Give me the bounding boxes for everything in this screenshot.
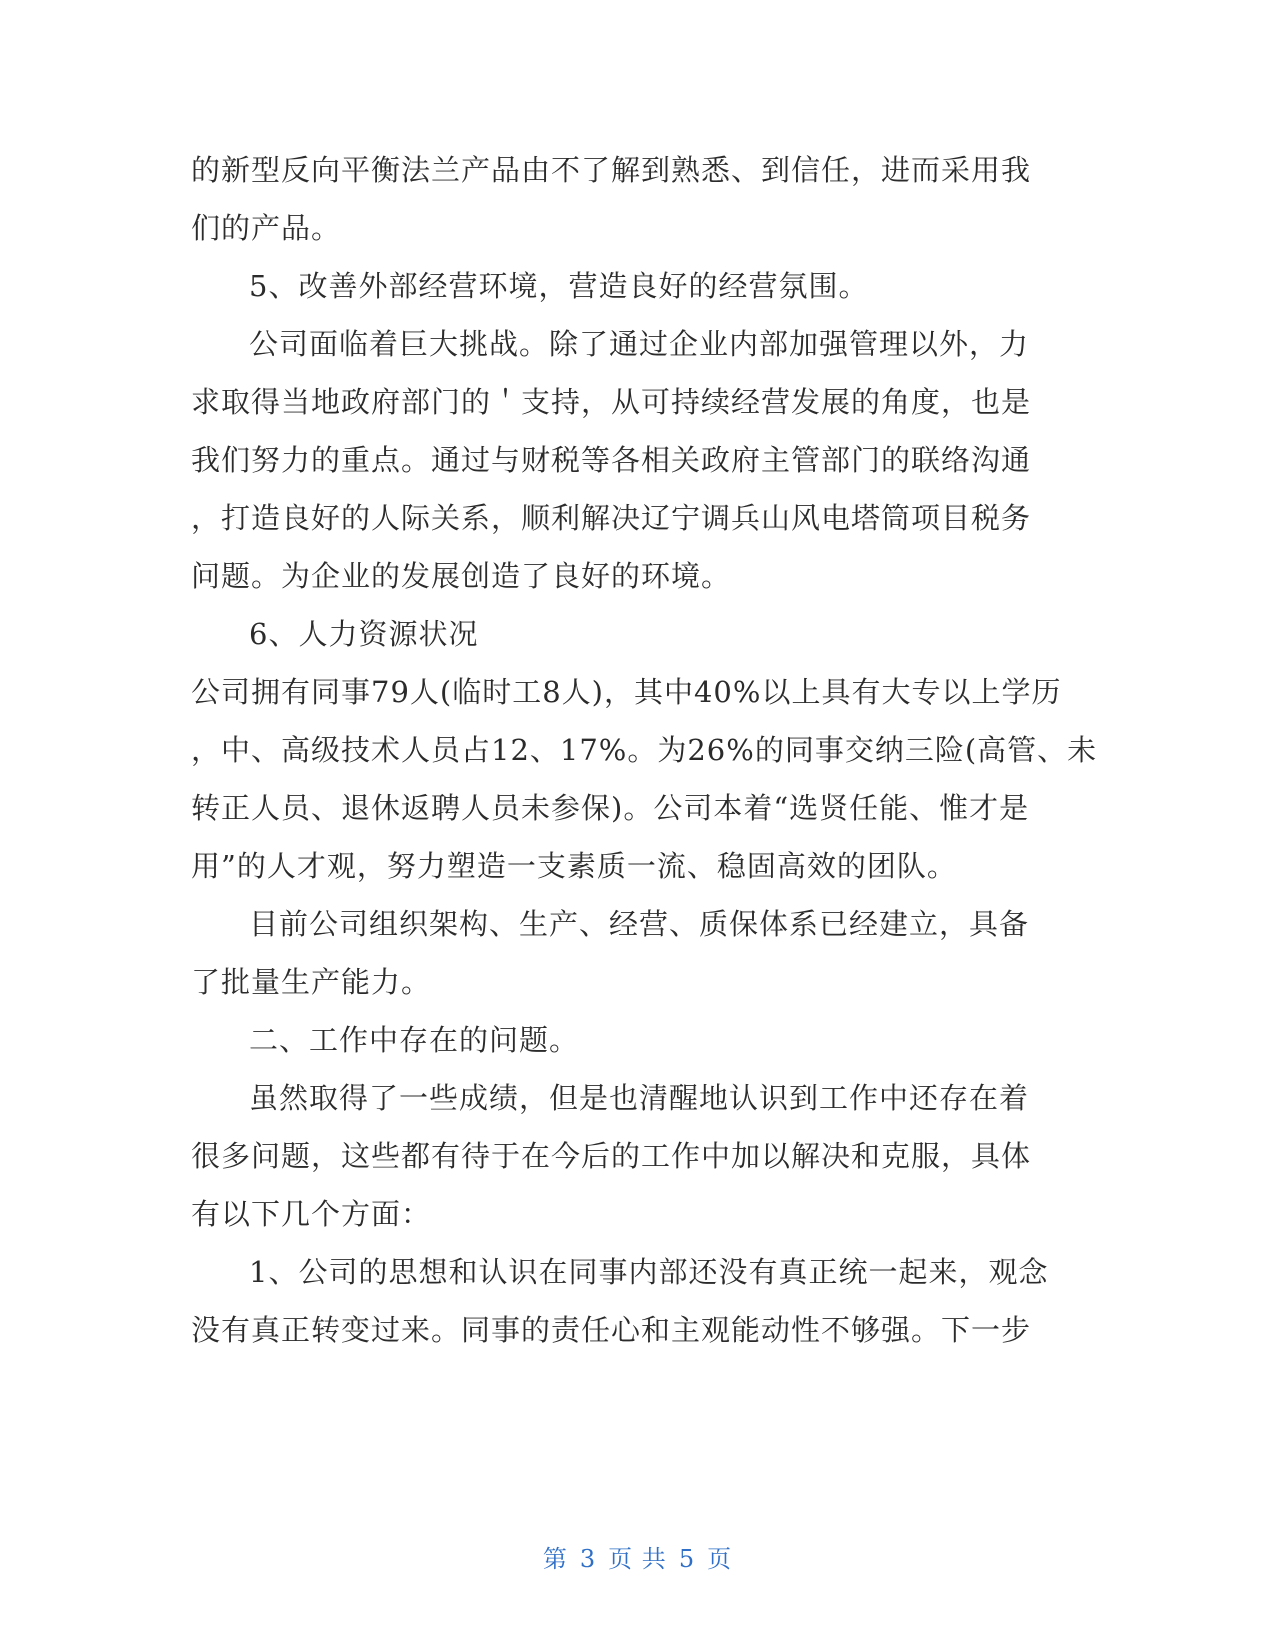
footer-suffix: 页 bbox=[707, 1545, 733, 1573]
footer-middle: 页 共 bbox=[608, 1545, 667, 1573]
section-heading: 5、改善外部经营环境，营造良好的经营氛围。 bbox=[249, 269, 869, 303]
text-line: 转正人员、退休返聘人员未参保)。公司本着“选贤任能、惟才是 bbox=[191, 791, 1030, 825]
text-line: 有以下几个方面： bbox=[191, 1197, 432, 1231]
text-line: 公司拥有同事79人(临时工8人)，其中40%以上具有大专以上学历 bbox=[191, 675, 1062, 709]
total-page-count: 5 bbox=[678, 1545, 696, 1573]
page-footer bbox=[0, 1544, 1275, 1574]
text-line: 虽然取得了一些成绩，但是也清醒地认识到工作中还存在着 bbox=[249, 1081, 1030, 1115]
text-line: 公司面临着巨大挑战。除了通过企业内部加强管理以外，力 bbox=[249, 327, 1030, 361]
text-line: 很多问题，这些都有待于在今后的工作中加以解决和克服，具体 bbox=[191, 1139, 1032, 1173]
text-line: 用”的人才观，努力塑造一支素质一流、稳固高效的团队。 bbox=[191, 849, 957, 883]
section-heading: 6、人力资源状况 bbox=[249, 617, 479, 651]
text-line: 问题。为企业的发展创造了良好的环境。 bbox=[191, 559, 732, 593]
footer-prefix: 第 bbox=[542, 1545, 568, 1573]
text-line: ，中、高级技术人员占12、17%。为26%的同事交纳三险(高管、未 bbox=[191, 733, 1098, 767]
text-line: 们的产品。 bbox=[191, 211, 342, 245]
text-line: 求取得当地政府部门的＇支持，从可持续经营发展的角度，也是 bbox=[191, 385, 1032, 419]
text-line: ，打造良好的人际关系，顺利解决辽宁调兵山风电塔筒项目税务 bbox=[191, 501, 1032, 535]
text-line: 没有真正转变过来。同事的责任心和主观能动性不够强。下一步 bbox=[191, 1313, 1032, 1347]
text-line: 我们努力的重点。通过与财税等各相关政府主管部门的联络沟通 bbox=[191, 443, 1032, 477]
text-line: 了批量生产能力。 bbox=[191, 965, 432, 999]
text-line: 1、公司的思想和认识在同事内部还没有真正统一起来，观念 bbox=[249, 1255, 1049, 1289]
current-page-number: 3 bbox=[579, 1545, 597, 1573]
text-line: 目前公司组织架构、生产、经营、质保体系已经建立，具备 bbox=[249, 907, 1030, 941]
section-heading: 二、工作中存在的问题。 bbox=[249, 1023, 580, 1057]
text-line: 的新型反向平衡法兰产品由不了解到熟悉、到信任，进而采用我 bbox=[191, 153, 1032, 187]
